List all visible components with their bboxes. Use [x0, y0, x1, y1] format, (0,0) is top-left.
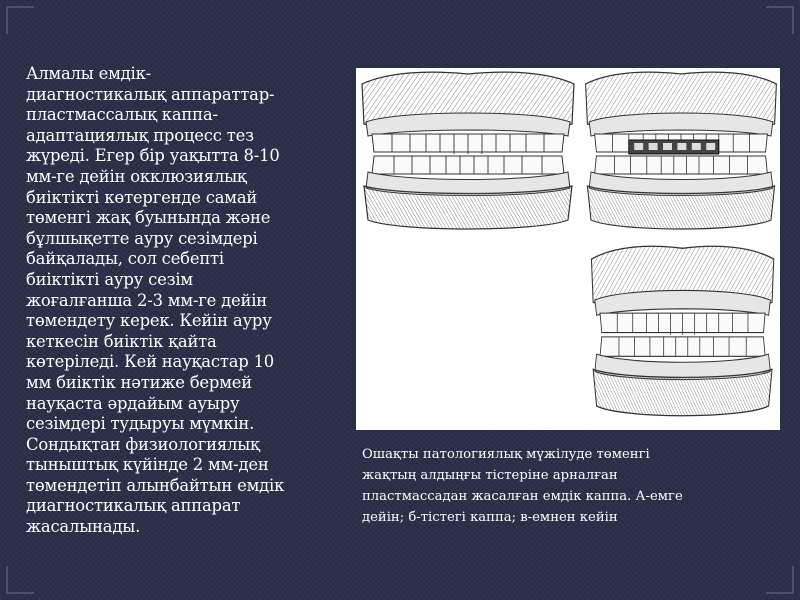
body-line: төменгі жақ буынында және — [26, 208, 271, 228]
body-line: мм-ге дейін окклюзиялық — [26, 166, 247, 186]
body-line: кеткесін биіктік қайта — [26, 331, 217, 351]
dental-model-after — [591, 246, 773, 415]
caption-line: Ошақты патологиялық мүжілуде төменгі — [362, 447, 650, 462]
body-line: сезімдері тудыруы мүмкін. — [26, 414, 255, 434]
frame-corner-top-right — [766, 6, 794, 34]
body-line: тыныштық күйінде 2 мм-ден — [26, 455, 269, 475]
caption-line: дейін; б-тістегі каппа; в-емнен кейін — [362, 510, 618, 525]
body-line: жүреді. Егер бір уақытта 8-10 — [26, 146, 280, 166]
caption-line: жақтың алдыңғы тістеріне арналған — [362, 468, 618, 483]
body-line: Сондықтан физиологиялық — [26, 434, 260, 454]
body-line: жасалынады. — [26, 517, 141, 537]
body-line: жоғалғанша 2-3 мм-ге дейін — [26, 290, 268, 310]
dental-model-before — [362, 72, 574, 229]
body-line: төмендетіп алынбайтын емдік — [26, 475, 285, 495]
body-line: Алмалы емдік- — [26, 64, 151, 83]
body-line: диагностикалық аппарат — [26, 496, 241, 516]
dental-model-with-splint — [586, 72, 777, 229]
body-line: көтеріледі. Кей науқастар 10 — [26, 352, 275, 372]
caption-line: пластмассадан жасалған емдік каппа. А-емге — [362, 489, 683, 504]
body-line: науқаста әрдайым ауыру — [26, 393, 240, 413]
dental-figure — [356, 68, 780, 430]
frame-corner-bottom-right — [766, 566, 794, 594]
body-line: биіктікті ауру сезім — [26, 269, 193, 289]
body-line: биіктікті көтергенде самай — [26, 187, 258, 207]
dental-illustration — [356, 68, 780, 430]
body-line: адаптациялық процесс тез — [26, 125, 254, 145]
body-line: диагностикалық аппараттар- — [26, 84, 275, 104]
body-line: байқалады, сол себепті — [26, 249, 224, 269]
figure-caption — [362, 444, 782, 528]
body-line: төмендету керек. Кейін ауру — [26, 311, 272, 331]
frame-corner-top-left — [6, 6, 34, 34]
body-line: пластмассалық каппа- — [26, 105, 218, 125]
body-line: мм биіктік нәтиже бермей — [26, 372, 252, 392]
body-line: бұлшықетте ауру сезімдері — [26, 228, 258, 248]
frame-corner-bottom-left — [6, 566, 34, 594]
body-text — [26, 64, 336, 538]
